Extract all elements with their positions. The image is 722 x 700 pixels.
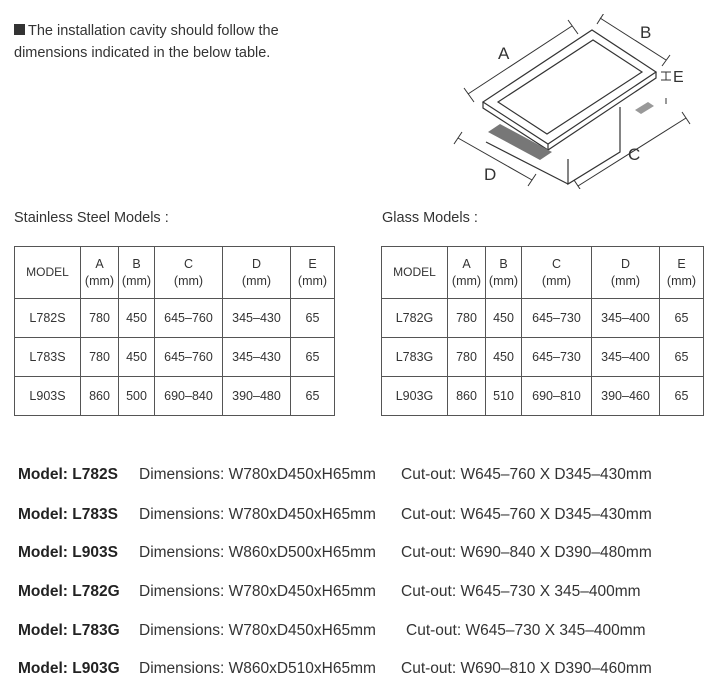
model-cutout: Cut-out: W690–810 X D390–460mm bbox=[401, 660, 652, 677]
model-line bbox=[18, 466, 652, 484]
intro-text: The installation cavity should follow the dimensions indicated in the below table. bbox=[14, 23, 279, 61]
model-line bbox=[18, 506, 652, 524]
stainless-section-title: Stainless Steel Models : bbox=[14, 210, 169, 226]
table-cell: 390–480 bbox=[223, 377, 291, 416]
table-cell: 65 bbox=[660, 377, 704, 416]
model-name: Model: L782S bbox=[18, 466, 118, 483]
label-b: B bbox=[640, 23, 652, 42]
table-cell: 690–810 bbox=[522, 377, 592, 416]
label-d: D bbox=[484, 165, 497, 184]
table-row bbox=[382, 338, 704, 377]
glass-section-title: Glass Models : bbox=[382, 210, 478, 226]
model-name: Model: L783S bbox=[18, 506, 118, 523]
header-cell: A (mm) bbox=[81, 247, 119, 299]
table-row bbox=[382, 377, 704, 416]
table-cell: L783G bbox=[382, 338, 448, 377]
model-line bbox=[18, 544, 652, 562]
stainless-spec-table bbox=[14, 246, 335, 416]
header-cell: B (mm) bbox=[486, 247, 522, 299]
table-cell: L903S bbox=[15, 377, 81, 416]
table-cell: 345–430 bbox=[223, 299, 291, 338]
model-dimensions: Dimensions: W780xD450xH65mm bbox=[139, 622, 376, 639]
table-cell: 690–840 bbox=[155, 377, 223, 416]
table-cell: 450 bbox=[119, 299, 155, 338]
intro-note bbox=[14, 20, 354, 64]
table-cell: 645–760 bbox=[155, 338, 223, 377]
table-cell: 645–730 bbox=[522, 338, 592, 377]
header-cell: E (mm) bbox=[660, 247, 704, 299]
table-cell: 780 bbox=[448, 338, 486, 377]
model-dimensions: Dimensions: W780xD450xH65mm bbox=[139, 466, 376, 483]
header-cell: C (mm) bbox=[155, 247, 223, 299]
table-cell: 65 bbox=[291, 377, 335, 416]
table-cell: 65 bbox=[291, 338, 335, 377]
model-dimensions: Dimensions: W860xD510xH65mm bbox=[139, 660, 376, 677]
table-cell: 860 bbox=[448, 377, 486, 416]
table-cell: 65 bbox=[660, 299, 704, 338]
model-dimensions: Dimensions: W780xD450xH65mm bbox=[139, 506, 376, 523]
table-cell: 345–400 bbox=[592, 338, 660, 377]
model-cutout: Cut-out: W645–730 X 345–400mm bbox=[406, 622, 646, 639]
header-cell: MODEL bbox=[382, 247, 448, 299]
table-cell: 500 bbox=[119, 377, 155, 416]
cavity-diagram bbox=[440, 14, 710, 189]
table-cell: L783S bbox=[15, 338, 81, 377]
table-header-row bbox=[382, 247, 704, 299]
model-dimensions: Dimensions: W860xD500xH65mm bbox=[139, 544, 376, 561]
table-cell: 65 bbox=[291, 299, 335, 338]
table-cell: 780 bbox=[448, 299, 486, 338]
table-cell: 450 bbox=[119, 338, 155, 377]
table-cell: 65 bbox=[660, 338, 704, 377]
table-header-row bbox=[15, 247, 335, 299]
model-name: Model: L783G bbox=[18, 622, 120, 639]
table-cell: 780 bbox=[81, 338, 119, 377]
table-cell: 645–730 bbox=[522, 299, 592, 338]
model-name: Model: L903G bbox=[18, 660, 120, 677]
glass-spec-table bbox=[381, 246, 704, 416]
model-dimensions: Dimensions: W780xD450xH65mm bbox=[139, 583, 376, 600]
bullet-square-icon bbox=[14, 24, 25, 35]
table-cell: 450 bbox=[486, 299, 522, 338]
model-line bbox=[18, 583, 641, 601]
model-cutout: Cut-out: W645–760 X D345–430mm bbox=[401, 506, 652, 523]
table-cell: L903G bbox=[382, 377, 448, 416]
table-cell: 780 bbox=[81, 299, 119, 338]
cavity-outline bbox=[568, 107, 620, 184]
header-cell: MODEL bbox=[15, 247, 81, 299]
table-cell: 390–460 bbox=[592, 377, 660, 416]
header-cell: D (mm) bbox=[223, 247, 291, 299]
table-cell: L782S bbox=[15, 299, 81, 338]
model-name: Model: L782G bbox=[18, 583, 120, 600]
header-cell: E (mm) bbox=[291, 247, 335, 299]
model-line bbox=[18, 622, 646, 640]
model-line bbox=[18, 660, 652, 678]
header-cell: D (mm) bbox=[592, 247, 660, 299]
header-cell: C (mm) bbox=[522, 247, 592, 299]
model-cutout: Cut-out: W645–760 X D345–430mm bbox=[401, 466, 652, 483]
table-row bbox=[382, 299, 704, 338]
table-cell: 345–400 bbox=[592, 299, 660, 338]
model-cutout: Cut-out: W690–840 X D390–480mm bbox=[401, 544, 652, 561]
table-row bbox=[15, 299, 335, 338]
table-row bbox=[15, 338, 335, 377]
label-c: C bbox=[628, 145, 641, 164]
model-name: Model: L903S bbox=[18, 544, 118, 561]
table-cell: 510 bbox=[486, 377, 522, 416]
table-row bbox=[15, 377, 335, 416]
label-e: E bbox=[673, 69, 684, 86]
table-cell: 345–430 bbox=[223, 338, 291, 377]
label-a: A bbox=[498, 44, 510, 63]
table-cell: 860 bbox=[81, 377, 119, 416]
table-cell: L782G bbox=[382, 299, 448, 338]
header-cell: A (mm) bbox=[448, 247, 486, 299]
header-cell: B (mm) bbox=[119, 247, 155, 299]
model-cutout: Cut-out: W645–730 X 345–400mm bbox=[401, 583, 641, 600]
table-cell: 450 bbox=[486, 338, 522, 377]
table-cell: 645–760 bbox=[155, 299, 223, 338]
